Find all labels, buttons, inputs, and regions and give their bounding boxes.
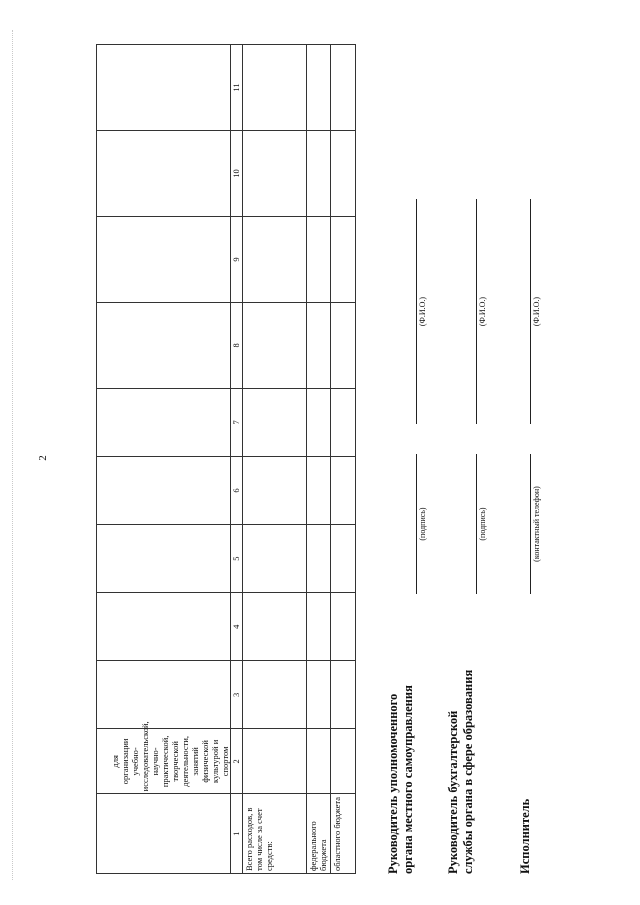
header-cell-col9 [97,216,231,302]
column-number: 1 [230,794,242,874]
table-cell [331,45,356,131]
table-cell [242,45,306,131]
column-number: 5 [230,525,242,593]
signature-caption: (подпись) [418,507,427,541]
table-cell [331,456,356,524]
table-cell [306,45,331,131]
table-cell [242,131,306,217]
table-cell [331,729,356,794]
column-number: 9 [230,216,242,302]
authority-title-line1: Руководитель уполномоченного [386,693,400,874]
header-cell-col10 [97,131,231,217]
table-cell [242,525,306,593]
table-cell [306,388,331,456]
header-cell-col5 [97,525,231,593]
table-cell [331,131,356,217]
column-number: 8 [230,302,242,388]
table-cell [331,661,356,729]
signature-caption: (подпись) [478,507,487,541]
expenses-table [96,44,356,874]
table-cell [306,525,331,593]
header-cell-col1 [97,794,231,874]
column-number: 2 [230,729,242,794]
phone-line[interactable] [530,454,531,594]
table-cell [306,593,331,661]
name-line[interactable] [416,199,417,424]
column-number: 11 [230,45,242,131]
accounting-title-line2: службы органа в сфере образования [461,669,475,874]
header-cell-col6 [97,456,231,524]
authority-title [386,685,416,874]
accounting-title-line1: Руководитель бухгалтерской [446,710,460,874]
row-label-total: Всего расходов, в том числе за счет средств: [242,794,306,874]
name-caption: (Ф.И.О.) [532,296,541,327]
name-line[interactable] [530,199,531,424]
table-cell [331,388,356,456]
table-cell [331,216,356,302]
column-number: 3 [230,661,242,729]
column-number: 6 [230,456,242,524]
table-cell [306,729,331,794]
column-number: 4 [230,593,242,661]
name-caption: (Ф.И.О.) [418,296,427,327]
page-number: 2 [36,455,49,461]
header-cell-col3 [97,661,231,729]
table-cell [331,302,356,388]
table-cell [306,302,331,388]
header-cell-col7 [97,388,231,456]
table-cell [242,661,306,729]
table-cell [242,729,306,794]
row-label-regional: областного бюджета [331,794,356,874]
header-cell-col2: для организации учебно-исследовательской, научно-практической, творческой деятельности, занятий физической культурой и спортом [97,729,231,794]
column-number: 10 [230,131,242,217]
expenses-table-container [96,44,356,874]
authority-title-line2: органа местного самоуправления [401,685,415,874]
table-cell [242,216,306,302]
accounting-title [446,670,476,874]
scan-margin-dots [12,30,13,880]
executor-title: Исполнитель [518,798,532,874]
table-cell [306,216,331,302]
table-cell [242,302,306,388]
table-cell [306,661,331,729]
table-cell [331,525,356,593]
signature-line[interactable] [476,454,477,594]
phone-caption: (контактный телефон) [532,486,541,562]
header-cell-col4 [97,593,231,661]
header-cell-col11 [97,45,231,131]
row-label-federal: федерального бюджета [306,794,331,874]
name-caption: (Ф.И.О.) [478,296,487,327]
name-line[interactable] [476,199,477,424]
signature-line[interactable] [416,454,417,594]
table-cell [306,131,331,217]
column-number: 7 [230,388,242,456]
table-cell [331,593,356,661]
table-cell [306,456,331,524]
header-cell-col8 [97,302,231,388]
table-cell [242,388,306,456]
table-cell [242,593,306,661]
table-cell [242,456,306,524]
signoff-block [380,44,560,874]
